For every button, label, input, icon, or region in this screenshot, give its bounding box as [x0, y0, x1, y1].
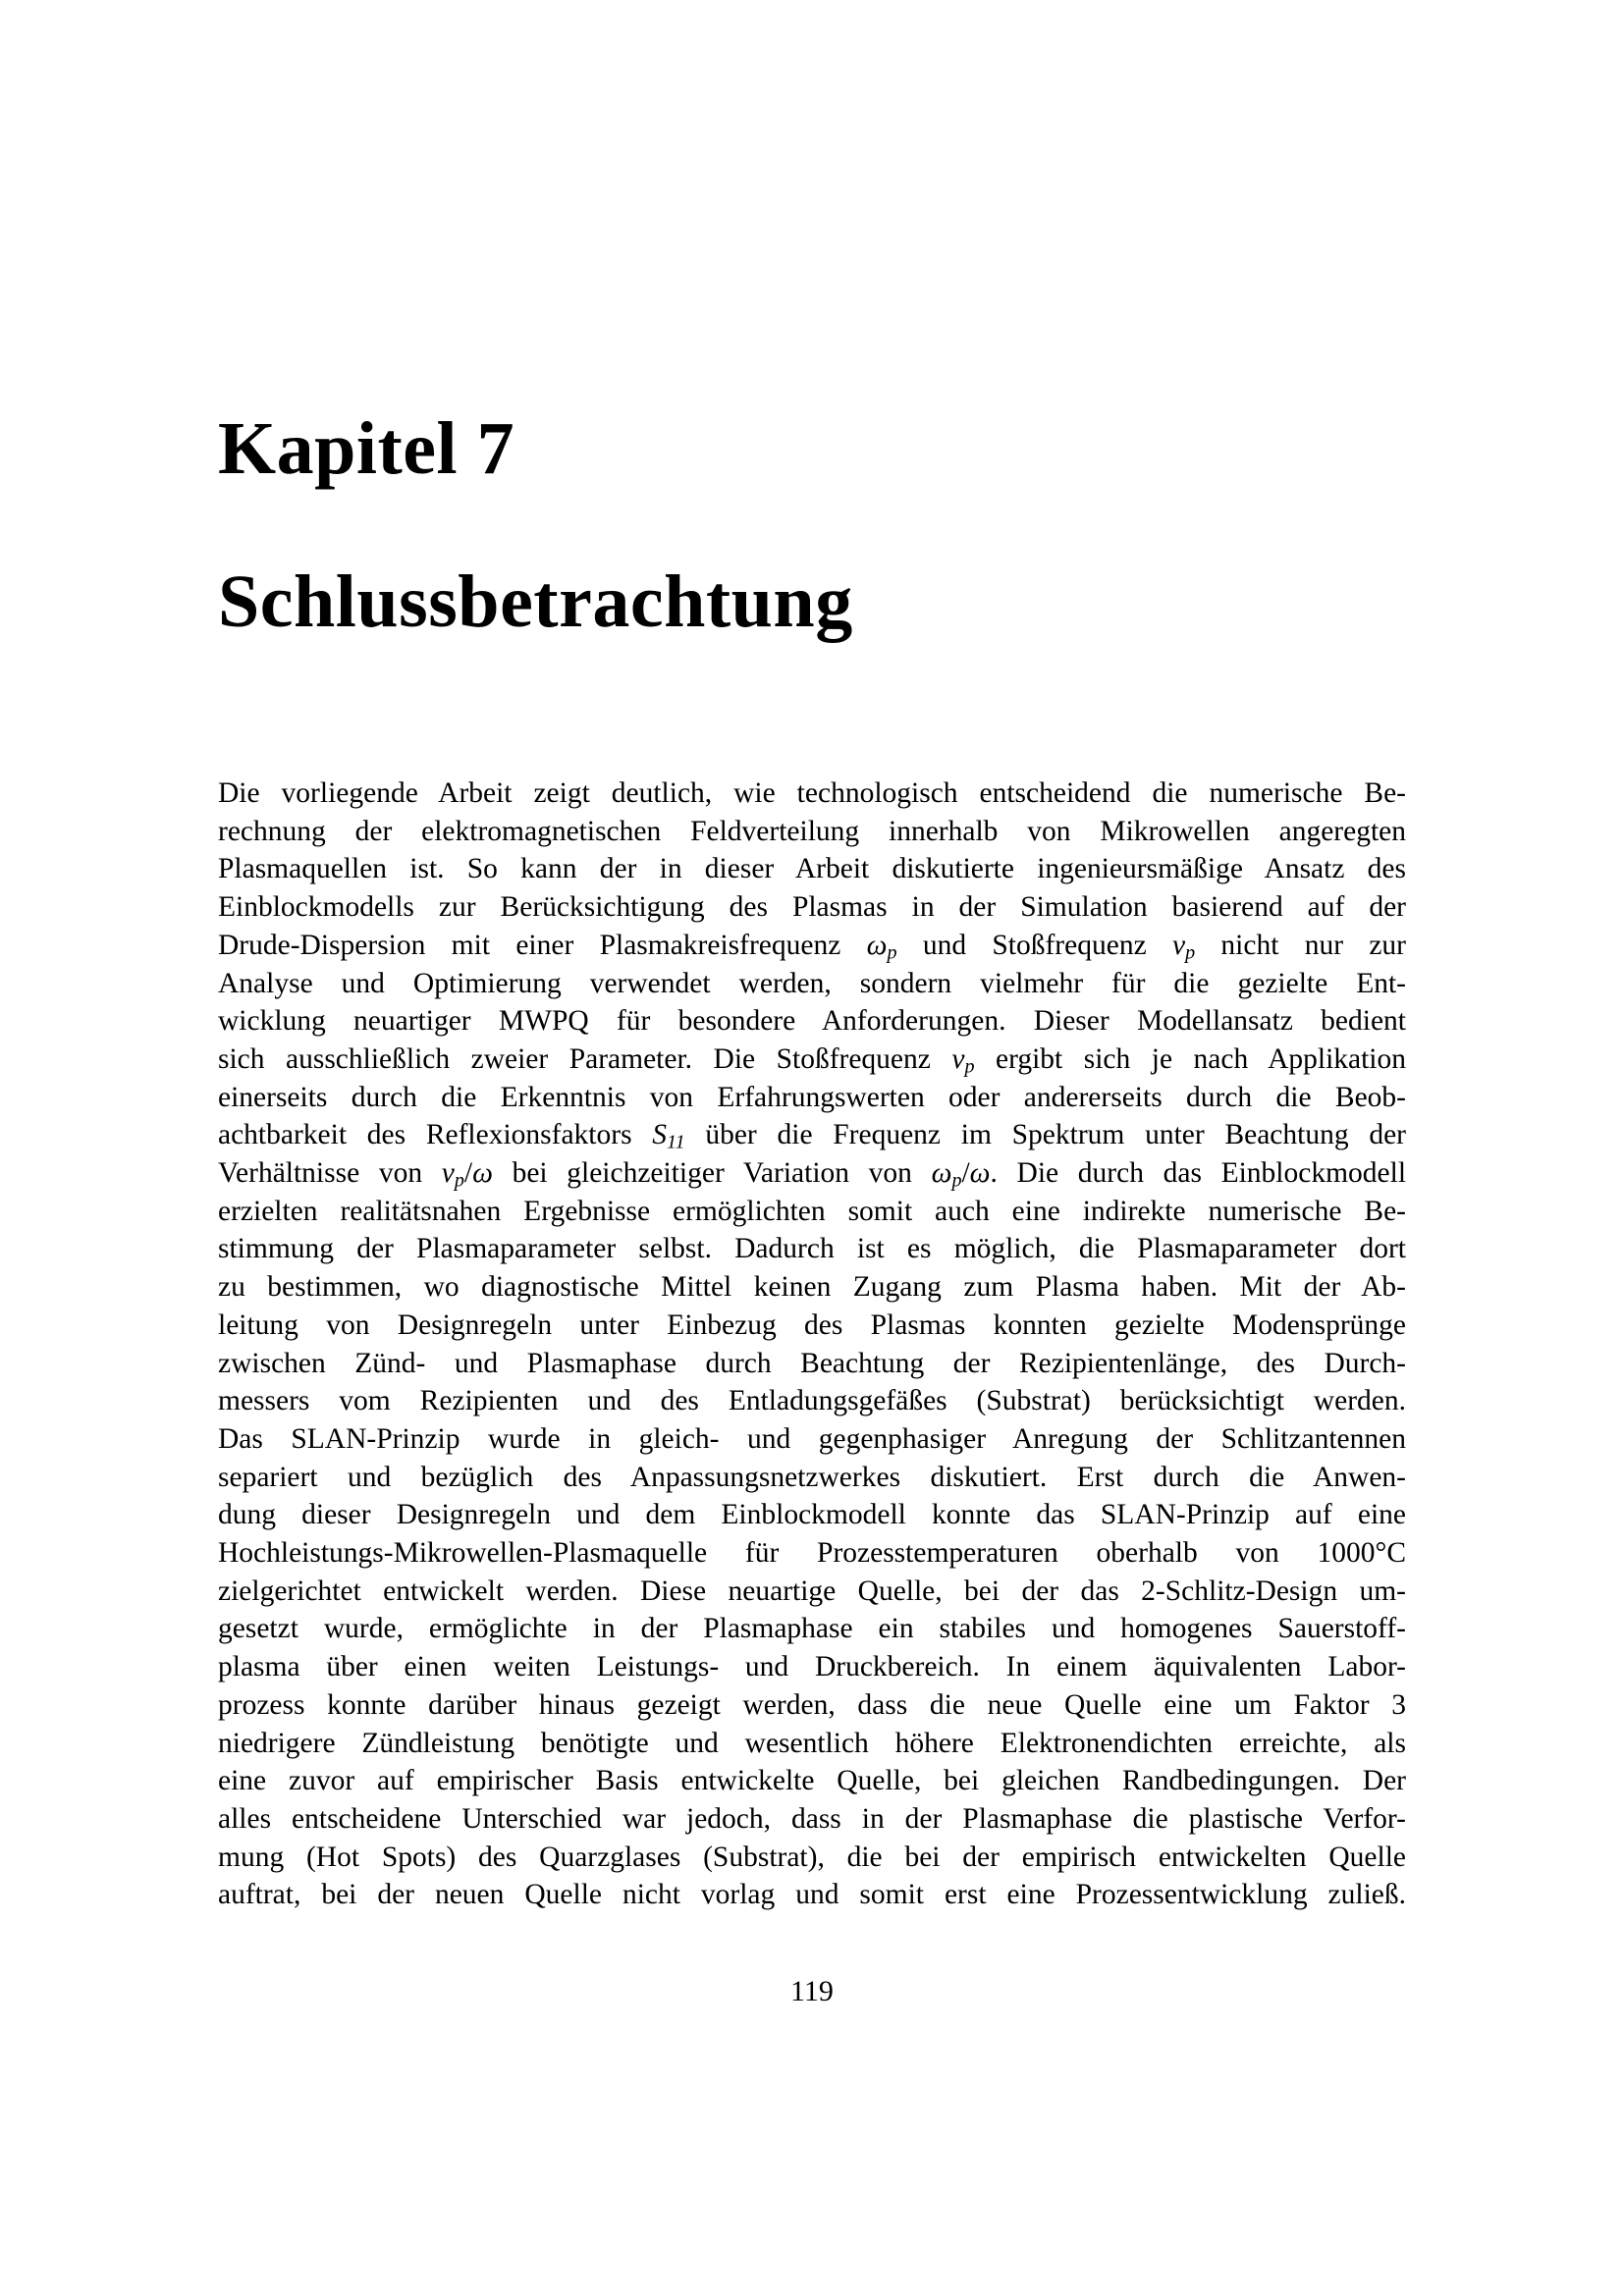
body-line: Hochleistungs-Mikrowellen-Plasmaquelle für Prozesstemperaturen oberhalb von 1000°C	[218, 1537, 1406, 1570]
body-line: Analyse und Optimierung verwendet werden, sondern vielmehr für die gezielte Ent-	[218, 967, 1406, 999]
body-line: Verhältnisse von $\nu_p/\omega$ bei gleichzeitiger Variation von $\omega_p/\omega$. Die durch das Einblockmodell	[218, 1157, 1407, 1192]
body-line: wicklung neuartiger MWPQ für besondere Anforderungen. Dieser Modellansatz bedient	[218, 1005, 1406, 1038]
chapter-title-heading: Schlussbetrachtung	[218, 561, 853, 643]
body-line: niedrigere Zündleistung benötigte und wesentlich höhere Elektronendichten erreichte, als	[218, 1727, 1406, 1759]
body-line: alles entscheidene Unterschied war jedoch, dass in der Plasmaphase die plastische Verfor-	[218, 1802, 1406, 1835]
body-line: Plasmaquellen ist. So kann der in dieser Arbeit diskutierte ingenieursmäßige Ansatz des	[218, 853, 1406, 885]
body-line: messers vom Rezipienten und des Entladungsgefäßes (Substrat) berücksichtigt werden.	[218, 1385, 1406, 1417]
body-line: separiert und bezüglich des Anpassungsnetzwerkes diskutiert. Erst durch die Anwen-	[218, 1461, 1406, 1493]
body-line: Einblockmodells zur Berücksichtigung des Plasmas in der Simulation basierend auf der	[218, 891, 1406, 924]
body-line: zielgerichtet entwickelt werden. Diese neuartige Quelle, bei der das 2-Schlitz-Design um-	[218, 1575, 1406, 1607]
body-line: achtbarkeit des Reflexionsfaktors $S_{11}$ über die Frequenz im Spektrum unter Beachtung der	[218, 1119, 1406, 1153]
body-line: eine zuvor auf empirischer Basis entwickelte Quelle, bei gleichen Randbedingungen. Der	[218, 1765, 1406, 1797]
body-line: mung (Hot Spots) des Quarzglases (Substrat), die bei der empirisch entwickelten Quelle	[218, 1841, 1406, 1873]
body-line: prozess konnte darüber hinaus gezeigt werden, dass die neue Quelle eine um Faktor 3	[218, 1688, 1406, 1721]
body-line: rechnung der elektromagnetischen Feldverteilung innerhalb von Mikrowellen angeregten	[218, 815, 1406, 847]
body-line: leitung von Designregeln unter Einbezug des Plasmas konnten gezielte Modensprünge	[218, 1308, 1406, 1341]
body-line: Drude-Dispersion mit einer Plasmakreisfrequenz $\omega_p$ und Stoßfrequenz $\nu_p$ nicht nur zur	[218, 929, 1407, 964]
body-line: dung dieser Designregeln und dem Einblockmodell konnte das SLAN-Prinzip auf eine	[218, 1499, 1406, 1531]
body-line: sich ausschließlich zweier Parameter. Die Stoßfrequenz $\nu_p$ ergibt sich je nach Applikation	[218, 1042, 1406, 1078]
body-line: auftrat, bei der neuen Quelle nicht vorlag und somit erst eine Prozessentwicklung zuließ.	[218, 1879, 1406, 1911]
body-line: zwischen Zünd- und Plasmaphase durch Beachtung der Rezipientenlänge, des Durch-	[218, 1347, 1406, 1379]
body-line: zu bestimmen, wo diagnostische Mittel keinen Zugang zum Plasma haben. Mit der Ab-	[218, 1271, 1406, 1304]
body-line: stimmung der Plasmaparameter selbst. Dadurch ist es möglich, die Plasmaparameter dort	[218, 1233, 1406, 1265]
body-line: Die vorliegende Arbeit zeigt deutlich, wie technologisch entscheidend die numerische Be-	[218, 777, 1406, 809]
body-line: Das SLAN-Prinzip wurde in gleich- und gegenphasiger Anregung der Schlitzantennen	[218, 1422, 1406, 1455]
body-line: gesetzt wurde, ermöglichte in der Plasmaphase ein stabiles und homogenes Sauerstoff-	[218, 1613, 1406, 1645]
page-number: 119	[790, 1975, 834, 2007]
body-line: einerseits durch die Erkenntnis von Erfahrungswerten oder andererseits durch die Beob-	[218, 1081, 1406, 1113]
body-line: plasma über einen weiten Leistungs- und Druckbereich. In einem äquivalenten Labor-	[218, 1651, 1406, 1683]
body-line: erzielten realitätsnahen Ergebnisse ermöglichten somit auch eine indirekte numerische Be-	[218, 1195, 1406, 1227]
chapter-number-heading: Kapitel 7	[218, 407, 515, 490]
body-text	[218, 774, 1406, 1914]
